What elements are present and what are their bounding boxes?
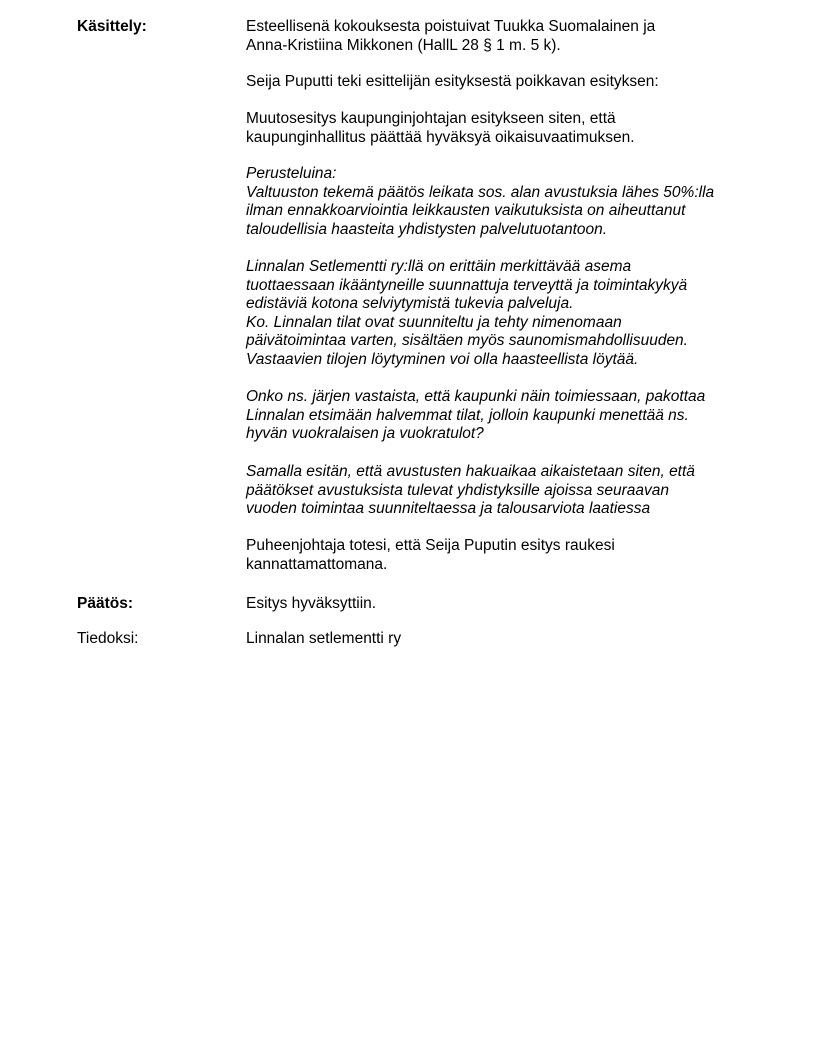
tiedoksi-label: Tiedoksi: <box>77 630 139 647</box>
paatos-text: Esitys hyväksyttiin. <box>246 595 377 612</box>
text-line: Anna-Kristiina Mikkonen (HallL 28 § 1 m. 5 k). <box>246 36 561 54</box>
text-line: taloudellisia haasteita yhdistysten palvelutuotantoon. <box>246 220 608 238</box>
text-line: Linnalan etsimään halvemmat tilat, jolloin kaupunki menettää ns. <box>246 406 689 424</box>
text-line: päätökset avustuksista tulevat yhdistyksille ajoissa seuraavan <box>246 481 670 499</box>
text-line: Onko ns. järjen vastaista, että kaupunki näin toimiessaan, pakottaa <box>246 388 706 405</box>
text-line: Valtuuston tekemä päätös leikata sos. alan avustuksia lähes 50%:lla <box>246 183 715 201</box>
text-line: vuoden toimintaa suunniteltaessa ja talousarviota laatiessa <box>246 500 651 517</box>
tiedoksi-text-block <box>246 630 746 649</box>
kasittely-paragraph-3 <box>246 110 746 147</box>
text-line: Vastaavien tilojen löytyminen voi olla haasteellista löytää. <box>246 350 639 368</box>
kasittely-paragraph-7 <box>246 463 746 519</box>
text-line: ilman ennakkoarviointia leikkausten vaikutuksista on aiheuttanut <box>246 202 686 219</box>
text-line: edistäviä kotona selviytymistä tukevia palveluja. <box>246 295 574 312</box>
kasittely-paragraph-5 <box>246 258 746 369</box>
paatos-text-block <box>246 595 746 614</box>
text-line: hyvän vuokralaisen ja vuokratulot? <box>246 425 484 442</box>
text-line: Linnalan Setlementti ry:llä on erittäin merkittävää asema <box>246 258 632 275</box>
kasittely-paragraph-2 <box>246 73 746 92</box>
text-line: Perusteluina: <box>246 165 337 182</box>
kasittely-paragraph-4 <box>246 165 746 239</box>
text-line: kaupunginhallitus päättää hyväksyä oikaisuvaatimuksen. <box>246 128 635 146</box>
text-line: Ko. Linnalan tilat ovat suunniteltu ja tehty nimenomaan <box>246 313 622 331</box>
kasittely-label: Käsittely: <box>77 18 147 35</box>
text-line: Esteellisenä kokouksesta poistuivat Tuukka Suomalainen ja <box>246 18 656 35</box>
text-line: tuottaessaan ikääntyneille suunnattuja terveyttä ja toimintakykyä <box>246 276 688 294</box>
text-line: Muutosesitys kaupunginjohtajan esitykseen siten, että <box>246 110 616 127</box>
tiedoksi-text: Linnalan setlementti ry <box>246 630 402 647</box>
text-line: Puheenjohtaja totesi, että Seija Puputin esitys raukesi <box>246 537 615 554</box>
text-line: Samalla esitän, että avustusten hakuaikaa aikaistetaan siten, että <box>246 463 695 480</box>
text-line: päivätoimintaa varten, sisältäen myös saunomismahdollisuuden. <box>246 332 688 349</box>
kasittely-paragraph-8 <box>246 537 746 574</box>
kasittely-paragraph-6 <box>246 388 746 444</box>
paatos-label: Päätös: <box>77 595 133 612</box>
kasittely-paragraph-1 <box>246 18 746 55</box>
text-line: Seija Puputti teki esittelijän esityksestä poikkavan esityksen: <box>246 73 659 90</box>
text-line: kannattamattomana. <box>246 555 388 573</box>
